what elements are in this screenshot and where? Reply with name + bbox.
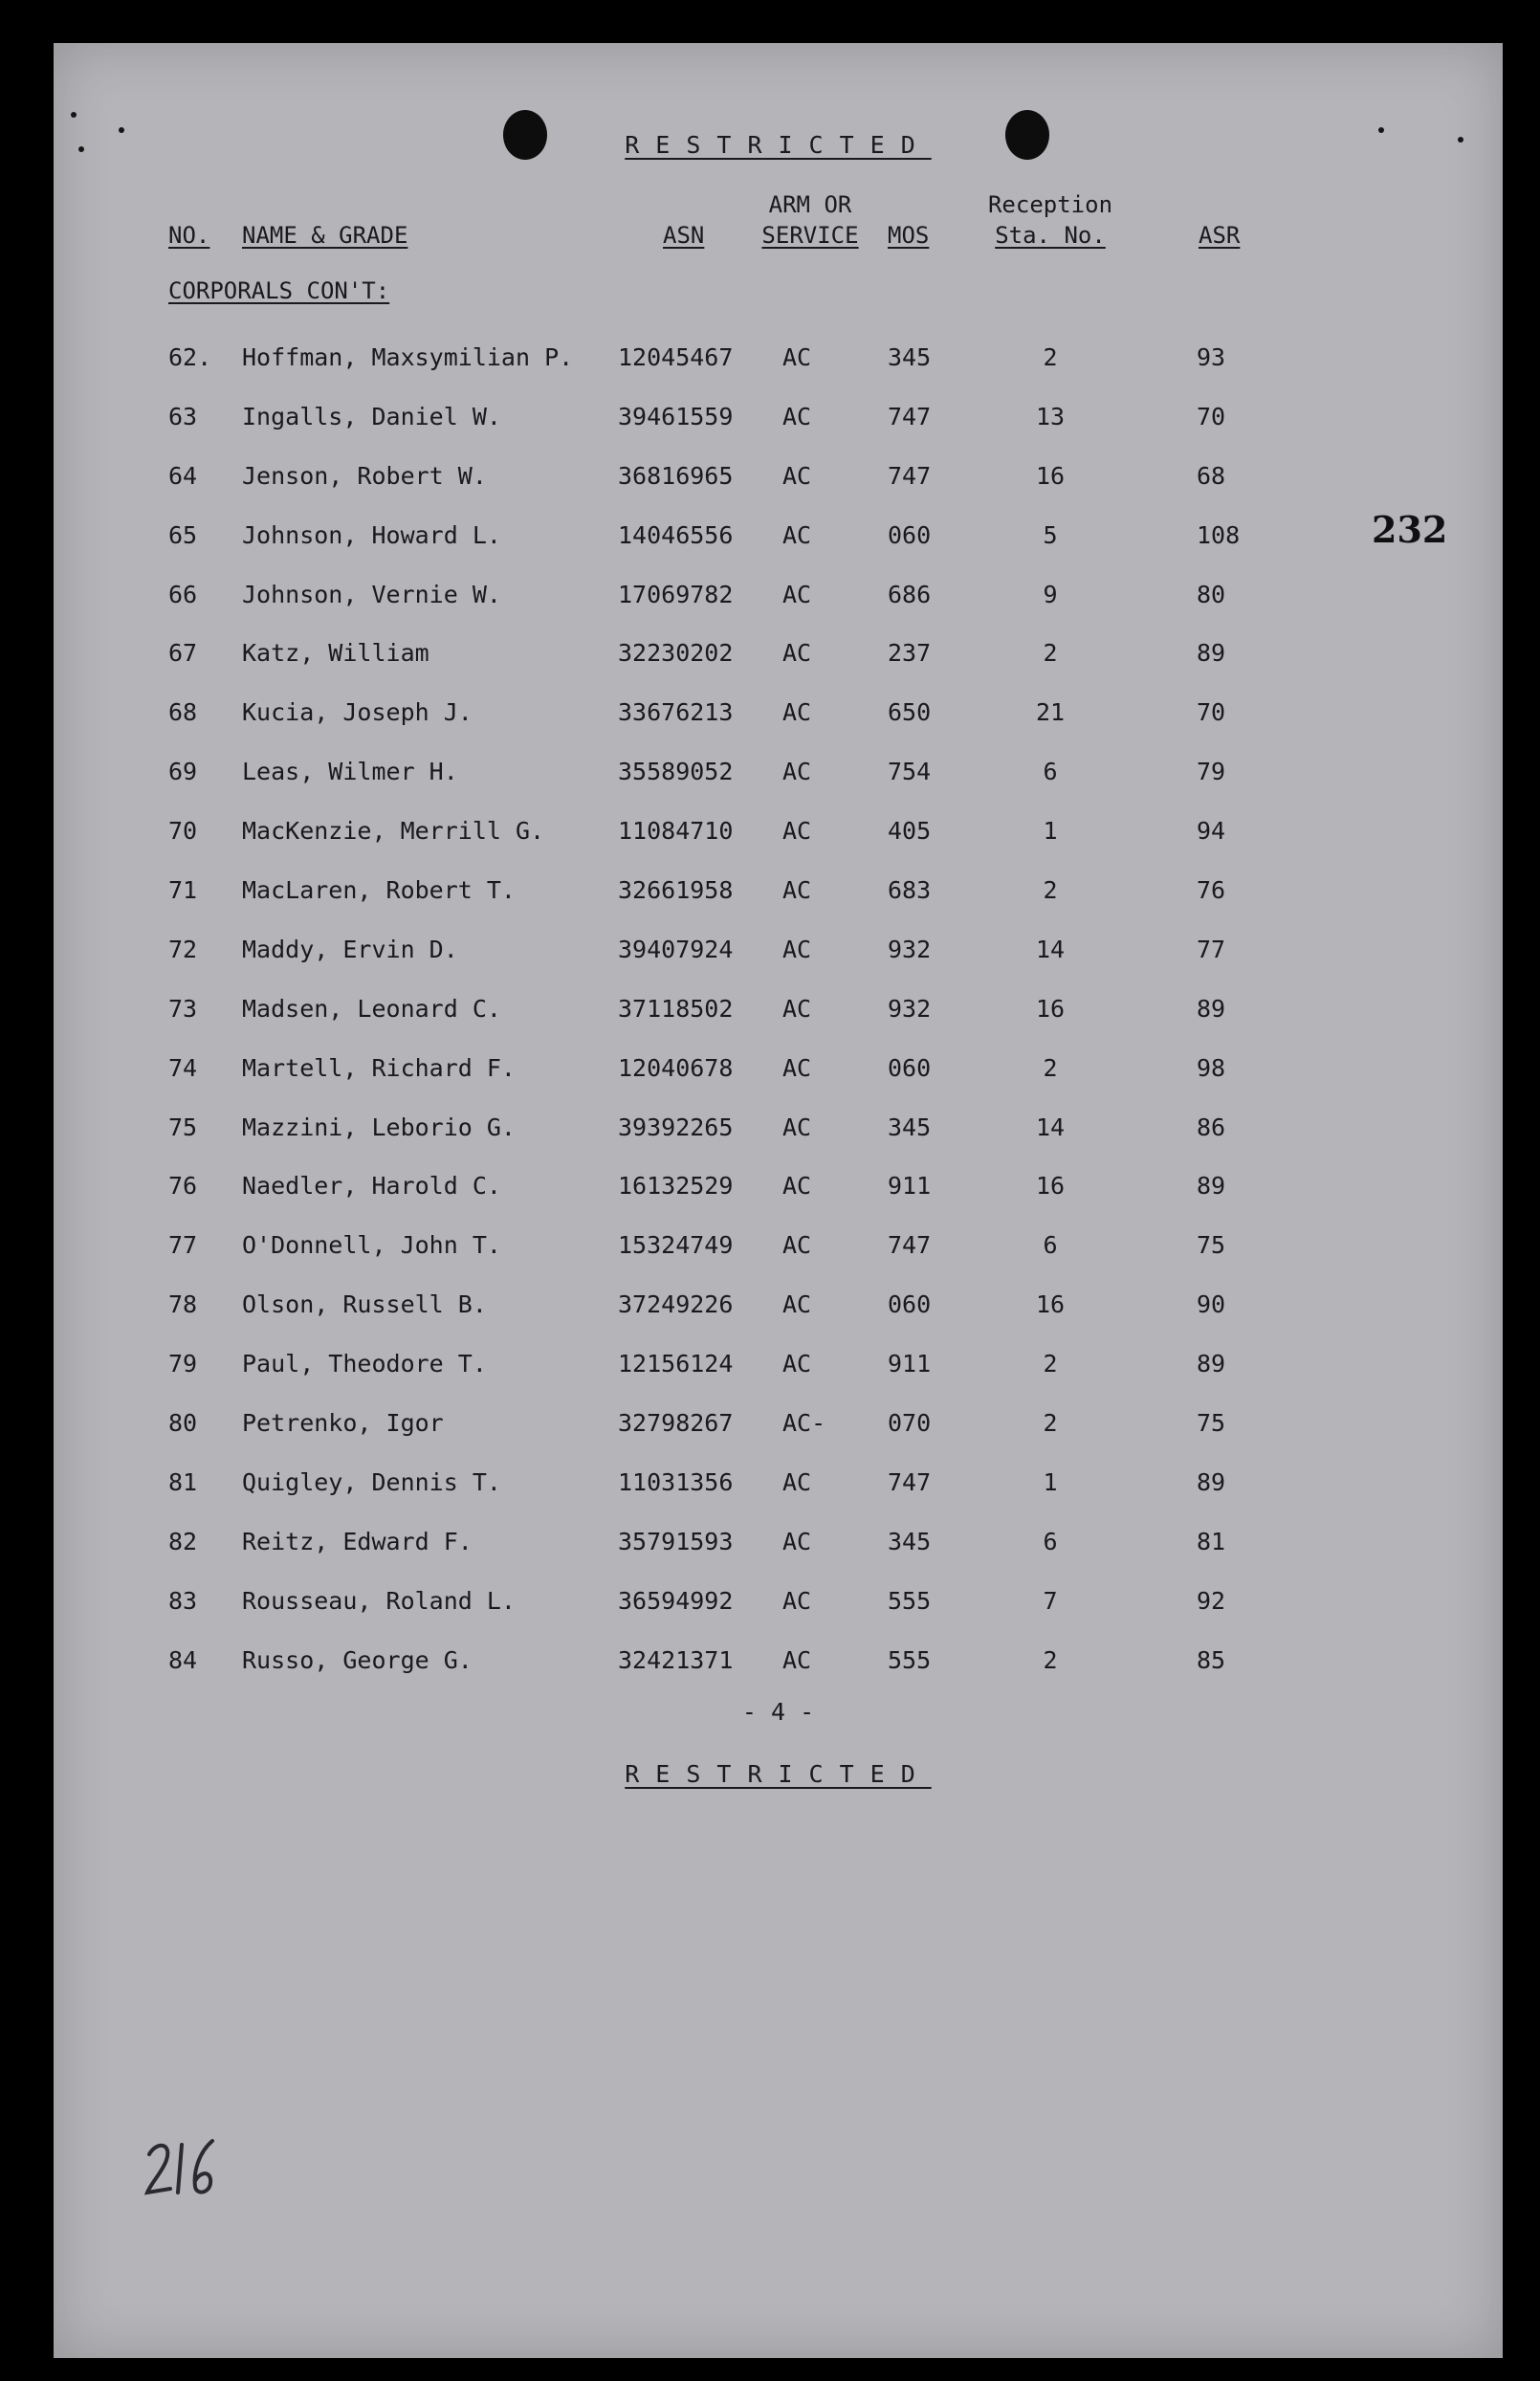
row-mos: 237 (888, 639, 932, 668)
row-reception-station: 6 (1043, 758, 1058, 786)
col-header-name (242, 220, 407, 251)
row-name-grade: Quigley, Dennis T. (242, 1467, 501, 1496)
row-reception-station: 16 (1035, 994, 1066, 1023)
col-header-arm-line1: ARM OR (768, 191, 852, 218)
row-mos: 060 (888, 1290, 932, 1319)
row-arm-service: AC (782, 402, 812, 430)
row-name-grade: MacLaren, Robert T. (242, 876, 516, 905)
row-asr: 68 (1197, 461, 1226, 490)
row-mos: 932 (888, 935, 932, 963)
table-row (54, 742, 1503, 802)
col-header-name-label: NAME & GRADE (242, 222, 408, 249)
col-header-sta (974, 189, 1127, 251)
table-row (54, 1512, 1503, 1572)
row-reception-station: 6 (1043, 1527, 1058, 1555)
row-mos: 555 (888, 1645, 932, 1674)
row-asr: 98 (1197, 1053, 1226, 1082)
row-number: 78 (168, 1290, 198, 1319)
col-header-arm-line2: SERVICE (761, 222, 859, 249)
row-asn: 14046556 (618, 520, 734, 549)
col-header-sta-line1: Reception (987, 191, 1113, 218)
row-arm-service: AC (782, 580, 812, 608)
row-arm-service: AC (782, 817, 812, 846)
table-row (54, 328, 1503, 387)
row-arm-service: AC (782, 639, 812, 668)
row-arm-service: AC (782, 343, 812, 371)
document-page (54, 43, 1503, 2358)
row-number: 74 (168, 1053, 198, 1082)
row-number: 73 (168, 994, 198, 1023)
row-asn: 32798267 (618, 1409, 734, 1438)
row-number: 81 (168, 1467, 198, 1496)
row-name-grade: MacKenzie, Merrill G. (242, 817, 545, 846)
row-asn: 11084710 (618, 817, 734, 846)
row-reception-station: 21 (1035, 698, 1066, 727)
row-name-grade: Hoffman, Maxsymilian P. (242, 343, 574, 371)
table-row (54, 387, 1503, 447)
restricted-footer: RESTRICTED (625, 1760, 932, 1788)
row-asn: 35589052 (618, 758, 734, 786)
row-arm-service: AC (782, 935, 812, 963)
col-header-sta-line2: Sta. No. (995, 222, 1106, 249)
col-header-no-label: NO. (168, 222, 210, 249)
row-reception-station: 6 (1043, 1231, 1058, 1260)
row-asn: 17069782 (618, 580, 734, 608)
row-arm-service: AC (782, 1350, 812, 1378)
row-name-grade: Mazzini, Leborio G. (242, 1113, 516, 1141)
row-arm-service: AC (782, 1527, 812, 1555)
row-asn: 35791593 (618, 1527, 734, 1555)
table-row (54, 447, 1503, 506)
row-mos: 060 (888, 1053, 932, 1082)
row-reception-station: 2 (1043, 1350, 1058, 1378)
row-mos: 747 (888, 461, 932, 490)
row-asr: 75 (1197, 1409, 1226, 1438)
row-number: 67 (168, 639, 198, 668)
restricted-header: RESTRICTED (625, 131, 932, 159)
row-asr: 89 (1197, 1350, 1226, 1378)
row-asr: 90 (1197, 1290, 1226, 1319)
row-asr: 70 (1197, 698, 1226, 727)
row-name-grade: O'Donnell, John T. (242, 1231, 501, 1260)
row-asn: 32421371 (618, 1645, 734, 1674)
row-arm-service: AC (782, 758, 812, 786)
row-name-grade: Madsen, Leonard C. (242, 994, 501, 1023)
row-name-grade: Olson, Russell B. (242, 1290, 487, 1319)
table-row (54, 1631, 1503, 1690)
table-row (54, 802, 1503, 861)
row-arm-service: AC (782, 994, 812, 1023)
row-mos: 345 (888, 343, 932, 371)
row-reception-station: 16 (1035, 461, 1066, 490)
row-name-grade: Ingalls, Daniel W. (242, 402, 501, 430)
row-name-grade: Johnson, Howard L. (242, 520, 501, 549)
row-mos: 911 (888, 1350, 932, 1378)
row-reception-station: 2 (1043, 639, 1058, 668)
row-number: 72 (168, 935, 198, 963)
row-reception-station: 5 (1043, 520, 1058, 549)
row-name-grade: Martell, Richard F. (242, 1053, 516, 1082)
row-asn: 11031356 (618, 1467, 734, 1496)
table-row (54, 565, 1503, 625)
row-number: 79 (168, 1350, 198, 1378)
row-asr: 81 (1197, 1527, 1226, 1555)
row-arm-service: AC (782, 876, 812, 905)
table-row (54, 1157, 1503, 1216)
table-row (54, 1572, 1503, 1631)
col-header-asr-label: ASR (1199, 222, 1241, 249)
row-mos: 060 (888, 520, 932, 549)
row-reception-station: 1 (1043, 1467, 1058, 1496)
row-asr: 89 (1197, 1172, 1226, 1201)
speck (71, 112, 77, 118)
row-asn: 39461559 (618, 402, 734, 430)
col-header-asn (663, 220, 704, 251)
row-asr: 93 (1197, 343, 1226, 371)
page-number: - 4 - (741, 1698, 815, 1726)
row-asn: 32661958 (618, 876, 734, 905)
row-reception-station: 16 (1035, 1172, 1066, 1201)
row-mos: 932 (888, 994, 932, 1023)
row-mos: 070 (888, 1409, 932, 1438)
row-number: 70 (168, 817, 198, 846)
row-asn: 37249226 (618, 1290, 734, 1319)
row-arm-service: AC (782, 1231, 812, 1260)
row-number: 68 (168, 698, 198, 727)
row-asr: 76 (1197, 876, 1226, 905)
handwritten-note (140, 2133, 226, 2200)
table-row (54, 624, 1503, 683)
table-row (54, 980, 1503, 1039)
row-reception-station: 2 (1043, 1053, 1058, 1082)
row-asn: 36594992 (618, 1586, 734, 1615)
col-header-asn-label: ASN (663, 222, 705, 249)
row-number: 83 (168, 1586, 198, 1615)
row-number: 69 (168, 758, 198, 786)
row-reception-station: 9 (1043, 580, 1058, 608)
row-reception-station: 2 (1043, 1645, 1058, 1674)
col-header-mos (888, 220, 929, 251)
row-mos: 555 (888, 1586, 932, 1615)
table-row (54, 1334, 1503, 1394)
row-mos: 683 (888, 876, 932, 905)
table-row (54, 1453, 1503, 1512)
row-reception-station: 2 (1043, 876, 1058, 905)
row-arm-service: AC (782, 1645, 812, 1674)
table-row (54, 683, 1503, 742)
row-name-grade: Russo, George G. (242, 1645, 473, 1674)
table-row (54, 1216, 1503, 1275)
row-number: 77 (168, 1231, 198, 1260)
row-name-grade: Paul, Theodore T. (242, 1350, 487, 1378)
row-arm-service: AC (782, 1290, 812, 1319)
row-mos: 345 (888, 1527, 932, 1555)
row-name-grade: Naedler, Harold C. (242, 1172, 501, 1201)
section-title: CORPORALS CON'T: (168, 277, 390, 304)
row-reception-station: 2 (1043, 343, 1058, 371)
row-name-grade: Maddy, Ervin D. (242, 935, 458, 963)
row-asr: 108 (1197, 520, 1241, 549)
page-stamp: 232 (1372, 508, 1448, 551)
row-reception-station: 2 (1043, 1409, 1058, 1438)
row-asr: 89 (1197, 639, 1226, 668)
row-asn: 39407924 (618, 935, 734, 963)
row-name-grade: Leas, Wilmer H. (242, 758, 458, 786)
row-asr: 75 (1197, 1231, 1226, 1260)
row-asn: 16132529 (618, 1172, 734, 1201)
row-reception-station: 13 (1035, 402, 1066, 430)
row-number: 66 (168, 580, 198, 608)
row-asn: 15324749 (618, 1231, 734, 1260)
row-asr: 85 (1197, 1645, 1226, 1674)
row-arm-service: AC (782, 1467, 812, 1496)
table-row (54, 920, 1503, 980)
col-header-mos-label: MOS (888, 222, 930, 249)
row-mos: 754 (888, 758, 932, 786)
row-mos: 686 (888, 580, 932, 608)
row-number: 64 (168, 461, 198, 490)
table-row (54, 1098, 1503, 1157)
row-name-grade: Petrenko, Igor (242, 1409, 444, 1438)
row-reception-station: 1 (1043, 817, 1058, 846)
row-reception-station: 14 (1035, 1113, 1066, 1141)
table-row (54, 1039, 1503, 1098)
row-number: 75 (168, 1113, 198, 1141)
row-asn: 32230202 (618, 639, 734, 668)
row-asr: 89 (1197, 1467, 1226, 1496)
table-row (54, 861, 1503, 920)
row-mos: 911 (888, 1172, 932, 1201)
row-asn: 12156124 (618, 1350, 734, 1378)
roster-table (54, 328, 1503, 1689)
row-name-grade: Rousseau, Roland L. (242, 1586, 516, 1615)
row-arm-service: AC (782, 461, 812, 490)
row-asr: 92 (1197, 1586, 1226, 1615)
row-mos: 345 (888, 1113, 932, 1141)
row-arm-service: AC (782, 698, 812, 727)
row-name-grade: Kucia, Joseph J. (242, 698, 473, 727)
row-asr: 94 (1197, 817, 1226, 846)
row-asr: 70 (1197, 402, 1226, 430)
table-row (54, 1394, 1503, 1453)
row-number: 63 (168, 402, 198, 430)
row-mos: 747 (888, 402, 932, 430)
col-header-asr (1199, 220, 1240, 251)
row-asr: 79 (1197, 758, 1226, 786)
row-mos: 650 (888, 698, 932, 727)
row-name-grade: Jenson, Robert W. (242, 461, 487, 490)
row-mos: 747 (888, 1231, 932, 1260)
row-reception-station: 16 (1035, 1290, 1066, 1319)
row-number: 71 (168, 876, 198, 905)
table-row (54, 506, 1503, 565)
row-asn: 36816965 (618, 461, 734, 490)
row-asn: 12040678 (618, 1053, 734, 1082)
row-asn: 12045467 (618, 343, 734, 371)
table-row (54, 1275, 1503, 1334)
row-arm-service: AC- (782, 1409, 826, 1438)
row-asr: 77 (1197, 935, 1226, 963)
row-reception-station: 7 (1043, 1586, 1058, 1615)
row-number: 82 (168, 1527, 198, 1555)
row-name-grade: Reitz, Edward F. (242, 1527, 473, 1555)
row-asn: 39392265 (618, 1113, 734, 1141)
row-number: 65 (168, 520, 198, 549)
row-mos: 405 (888, 817, 932, 846)
row-asn: 37118502 (618, 994, 734, 1023)
row-asr: 89 (1197, 994, 1226, 1023)
row-mos: 747 (888, 1467, 932, 1496)
row-number: 62. (168, 343, 212, 371)
row-name-grade: Katz, William (242, 639, 429, 668)
row-asn: 33676213 (618, 698, 734, 727)
row-arm-service: AC (782, 1113, 812, 1141)
row-arm-service: AC (782, 1586, 812, 1615)
col-header-arm (738, 189, 882, 251)
col-header-no (168, 220, 209, 251)
row-name-grade: Johnson, Vernie W. (242, 580, 501, 608)
row-number: 84 (168, 1645, 198, 1674)
row-arm-service: AC (782, 1053, 812, 1082)
row-reception-station: 14 (1035, 935, 1066, 963)
row-asr: 86 (1197, 1113, 1226, 1141)
row-arm-service: AC (782, 520, 812, 549)
row-arm-service: AC (782, 1172, 812, 1201)
row-number: 76 (168, 1172, 198, 1201)
row-asr: 80 (1197, 580, 1226, 608)
row-number: 80 (168, 1409, 198, 1438)
